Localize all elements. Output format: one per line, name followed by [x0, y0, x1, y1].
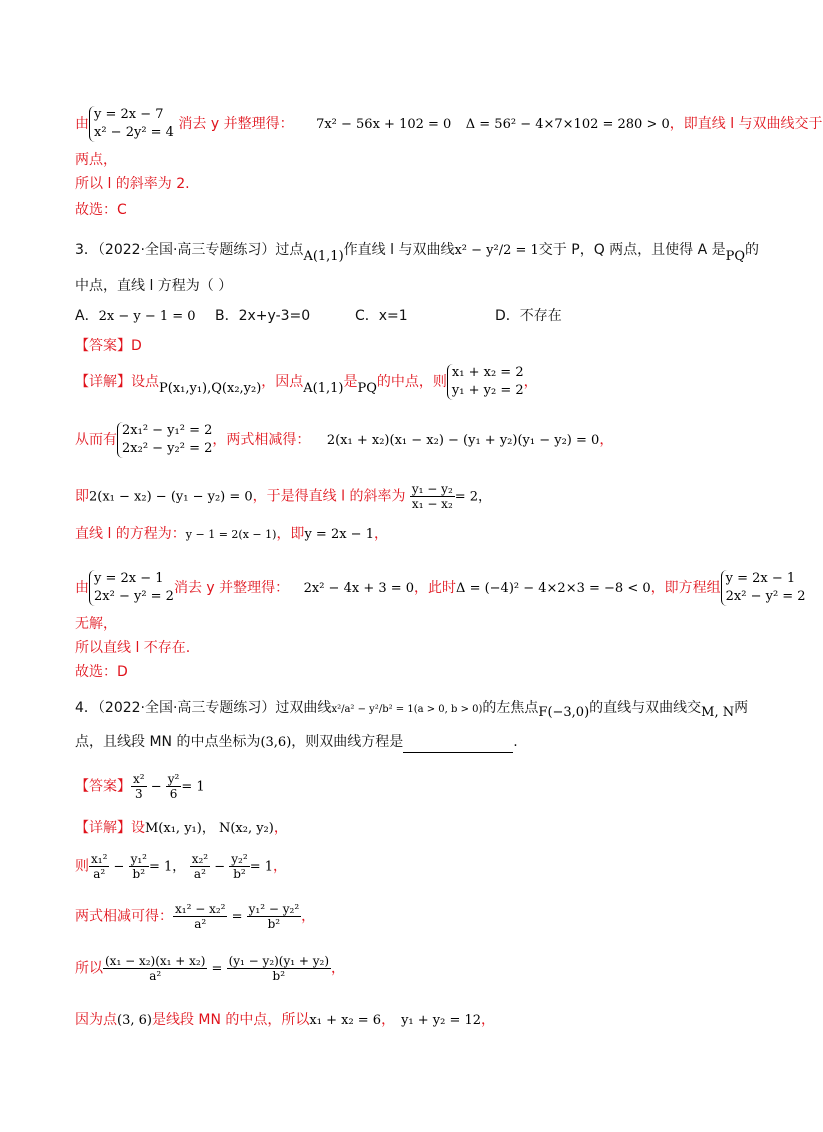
q4-detail-4: 所以 $\frac{\text{(x₁ − x₂)(x₁ + x₂)}}{\text{a²}}$ = $\frac{\text{(y₁ − y₂)(y₁ + y₂)}}{\text{b²}}$ ， — [75, 954, 346, 983]
q3-point: A(1,1) — [303, 249, 344, 264]
q3-detail-7: 所以直线 l 不存在. — [75, 640, 191, 656]
q4-stem-2: 点，且线段 MN 的中点坐标为(3,6)，则双曲线方程是 . — [75, 732, 518, 753]
q4-answer-fraction-1: $\frac{\text{x²}}{3}$ — [133, 772, 145, 801]
frac-5: $\frac{\text{x₁² − x₂²}}{\text{a²}}$ — [175, 902, 226, 931]
s1-slope: 所以 l 的斜率为 2. — [75, 176, 190, 192]
q3-options: A．2x − y − 1 = 0 B．2x+y-3=0 C．x=1 D．不存在 — [75, 308, 562, 324]
q4-detail-1: 【详解】设M(x₁, y₁)， N(x₂, y₂)， — [75, 820, 288, 836]
frac-1: $\frac{\text{x₁²}}{\text{a²}}$ — [91, 852, 108, 881]
q3-detail-4: 直线 l 的方程为：y − 1 = 2(x − 1)，即y = 2x − 1， — [75, 526, 388, 542]
q3-option-b: B．2x+y-3=0 — [215, 308, 311, 324]
q3-detail-3: 即2(x₁ − x₂) − (y₁ − y₂) = 0，于是得直线 l 的斜率为 $\frac{\text{y₁ − y₂}}{\text{x₁ − x₂}}$ = 2， — [75, 482, 492, 511]
s1-system: y = 2x − 7 x² − 2y² = 4 — [89, 106, 174, 142]
q3-detail-2-system: 2x₁² − y₁² = 2 2x₂² − y₂² = 2 — [117, 422, 212, 458]
q3-option-d: D．不存在 — [495, 308, 562, 324]
q3-detail-1: 【详解】设点P(x₁,y₁),Q(x₂,y₂)，因点A(1,1)是PQ的中点，则x₁ + x₂ = 2 y₁ + y₂ = 2， — [75, 365, 538, 398]
q4-detail-3: 两式相减可得： $\frac{\text{x₁² − x₂²}}{\text{a²}}$ = $\frac{\text{y₁² − y₂²}}{\text{b²}}$ ， — [75, 902, 316, 931]
q4-answer-fraction-2: $\frac{\text{y²}}{6}$ — [167, 772, 180, 801]
s1-choice: 故选：C — [75, 202, 127, 218]
q3-detail-5-system: y = 2x − 1 2x² − y² = 2 — [89, 570, 174, 606]
frac-4: $\frac{\text{y₂²}}{\text{b²}}$ — [231, 852, 248, 881]
s1-cont: 两点， — [75, 152, 117, 168]
s1-eq: 7x² − 56x + 102 = 0 — [316, 117, 452, 132]
q3-slope-fraction: $\frac{\text{y₁ − y₂}}{\text{x₁ − x₂}}$ — [411, 482, 453, 511]
q3-hyperbola: x² − y²/2 = 1 — [454, 243, 539, 258]
s1-elim: 消去 y 并整理得： — [178, 116, 294, 132]
q3-detail-1-system: x₁ + x₂ = 2 y₁ + y₂ = 2 — [447, 364, 524, 400]
frac-7: $\frac{\text{(x₁ − x₂)(x₁ + x₂)}}{\text{a²}}$ — [105, 954, 206, 983]
frac-3: $\frac{\text{x₂²}}{\text{a²}}$ — [191, 852, 209, 881]
q3-detail-5: 由y = 2x − 1 2x² − y² = 2消去 y 并整理得： 2x² − 4x + 3 = 0，此时Δ = (−4)² − 4×2×3 = −8 < 0，即方程组y = 2x − 1 2x² − y² = 2 — [75, 571, 806, 604]
s1-disc: Δ = 56² − 4×7×102 = 280 > 0 — [465, 117, 670, 132]
q3-answer: 【答案】D — [75, 338, 142, 354]
q3-choice: 故选：D — [75, 664, 128, 680]
q4-stem: 4．（2022·全国·高三专题练习）过双曲线x²/a² − y²/b² = 1(a > 0, b > 0)的左焦点F(−3,0)的直线与双曲线交M, N两 — [75, 700, 749, 720]
answer-blank — [403, 738, 513, 753]
s1-tail: ，即直线 l 与双曲线交于 — [669, 116, 823, 132]
frac-6: $\frac{\text{y₁² − y₂²}}{\text{b²}}$ — [248, 902, 300, 931]
s1-line1 — [75, 106, 823, 142]
q3-detail-6: 无解， — [75, 616, 117, 632]
s1-you: 由 — [75, 116, 89, 132]
q4-hyperbola: x²/a² − y²/b² = 1(a > 0, b > 0) — [331, 704, 483, 715]
q4-answer: 【答案】 $\frac{\text{x²}}{3}$ − $\frac{\text{y²}}{6}$ = 1 — [75, 772, 205, 801]
q3-option-c: C．x=1 — [355, 308, 408, 324]
frac-2: $\frac{\text{y₁²}}{\text{b²}}$ — [130, 852, 147, 881]
q3-stem: 3．（2022·全国·高三专题练习）过点A(1,1)作直线 l 与双曲线x² − y²/2 = 1交于 P，Q 两点，且使得 A 是PQ的 — [75, 242, 760, 264]
q3-detail-5-system-2: y = 2x − 1 2x² − y² = 2 — [721, 570, 806, 606]
q4-detail-2: 则 $\frac{\text{x₁²}}{\text{a²}}$ − $\frac{\text{y₁²}}{\text{b²}}$ = 1， $\frac{\text{x₂²}}{\text{a²}}$ − $\frac{\text{y₂²}}{\text{b²}}$ = 1， — [75, 852, 287, 881]
q3-stem-2: 中点，直线 l 方程为（ ） — [75, 278, 233, 294]
q4-detail-5: 因为点(3, 6)是线段 MN 的中点，所以x₁ + x₂ = 6， y₁ + y₂ = 12， — [75, 1012, 496, 1028]
q3-option-a: 2x − y − 1 = 0 — [98, 309, 196, 324]
frac-8: $\frac{\text{(y₁ − y₂)(y₁ + y₂)}}{\text{b²}}$ — [228, 954, 330, 983]
q3-detail-2: 从而有2x₁² − y₁² = 2 2x₂² − y₂² = 2，两式相减得： 2(x₁ + x₂)(x₁ − x₂) − (y₁ + y₂)(y₁ − y₂) = 0， — [75, 423, 614, 456]
